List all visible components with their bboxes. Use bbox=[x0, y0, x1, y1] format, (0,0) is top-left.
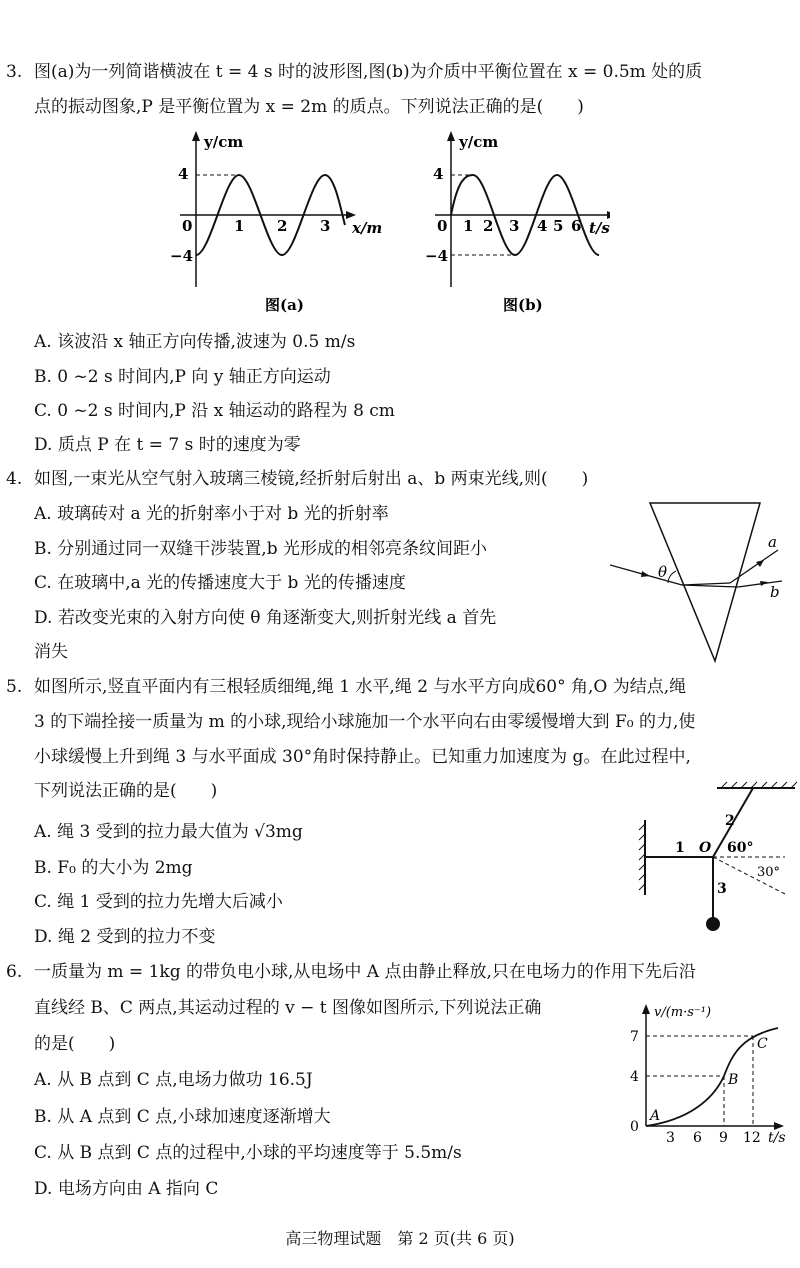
q5-stem-line1: 如图所示,竖直平面内有三根轻质细绳,绳 1 水平,绳 2 与水平方向成60° 角,O 为结点,绳 bbox=[34, 677, 687, 697]
q5-number: 5. bbox=[6, 677, 23, 697]
q6-vt-graph bbox=[618, 1000, 798, 1150]
fig-a-xlabel: x/m bbox=[352, 219, 383, 237]
q6-tick-x-12: 12 bbox=[743, 1130, 761, 1146]
q5-option-a: A. 绳 3 受到的拉力最大值为 √3mg bbox=[34, 822, 303, 842]
q6-xlabel: t/s bbox=[768, 1130, 786, 1146]
q6-option-a: A. 从 B 点到 C 点,电场力做功 16.5J bbox=[34, 1070, 313, 1090]
q5-option-c: C. 绳 1 受到的拉力先增大后减小 bbox=[34, 892, 283, 912]
fig-b-tick-x-5: 5 bbox=[553, 217, 564, 235]
q3-option-b: B. 0 ~2 s 时间内,P 向 y 轴正方向运动 bbox=[34, 367, 331, 387]
q3-stem-line1: 图(a)为一列简谐横波在 t = 4 s 时的波形图,图(b)为介质中平衡位置在 x = 0.5m 处的质 bbox=[34, 62, 703, 82]
q6-tick-x-9: 9 bbox=[719, 1130, 728, 1146]
q6-tick-y-4: 4 bbox=[630, 1069, 639, 1085]
q4-theta-label: θ bbox=[658, 563, 668, 581]
q5-stem-line3: 小球缓慢上升到绳 3 与水平面成 30°角时保持静止。已知重力加速度为 g。在此过程中, bbox=[34, 747, 691, 767]
q4-option-d-cont: 消失 bbox=[34, 642, 68, 662]
q6-stem-line1: 一质量为 m = 1kg 的带负电小球,从电场中 A 点由静止释放,只在电场力的作用下先后沿 bbox=[34, 962, 696, 982]
q6-stem-line3: 的是( ) bbox=[34, 1034, 116, 1054]
q5-angle30-label: 30° bbox=[757, 865, 781, 880]
fig-b-tick-x-6: 6 bbox=[571, 217, 582, 235]
q3-figure-b bbox=[425, 131, 610, 314]
q4-a-label: a bbox=[768, 533, 777, 551]
fig-a-tick-x-2: 2 bbox=[277, 217, 288, 235]
q5-option-d: D. 绳 2 受到的拉力不变 bbox=[34, 927, 216, 947]
q4-option-a: A. 玻璃砖对 a 光的折射率小于对 b 光的折射率 bbox=[34, 504, 389, 524]
page-footer: 高三物理试题 第 2 页(共 6 页) bbox=[285, 1229, 515, 1248]
q4-option-c: C. 在玻璃中,a 光的传播速度大于 b 光的传播速度 bbox=[34, 573, 406, 593]
q3-number: 3. bbox=[6, 62, 23, 82]
fig-a-tick-x-3: 3 bbox=[320, 217, 331, 235]
q5-node-label: O bbox=[699, 840, 712, 856]
q6-point-C: C bbox=[757, 1036, 768, 1052]
q3-figures bbox=[170, 125, 610, 320]
fig-b-tick-x-4: 4 bbox=[537, 217, 548, 235]
fig-a-caption: 图(a) bbox=[265, 296, 304, 314]
q5-angle60-label: 60° bbox=[727, 840, 754, 856]
fig-a-tick-x-1: 1 bbox=[234, 217, 245, 235]
fig-a-tick-x-0: 0 bbox=[182, 217, 193, 235]
q5-option-b: B. F₀ 的大小为 2mg bbox=[34, 858, 193, 878]
q5-rope3-label: 3 bbox=[717, 881, 727, 897]
fig-a-ylabel: y/cm bbox=[204, 133, 244, 151]
fig-b-tick-y-neg4: −4 bbox=[425, 247, 449, 265]
q6-point-A: A bbox=[650, 1108, 661, 1124]
fig-b-tick-x-3: 3 bbox=[509, 217, 520, 235]
q6-option-c: C. 从 B 点到 C 点的过程中,小球的平均速度等于 5.5m/s bbox=[34, 1143, 462, 1163]
q6-option-d: D. 电场方向由 A 指向 C bbox=[34, 1179, 219, 1199]
q5-stem-line2: 3 的下端拴接一质量为 m 的小球,现给小球施加一个水平向右由零缓慢增大到 F₀ 的力,使 bbox=[34, 712, 696, 732]
fig-a-tick-y-4: 4 bbox=[178, 165, 189, 183]
q4-option-b: B. 分别通过同一双缝干涉装置,b 光形成的相邻亮条纹间距小 bbox=[34, 539, 487, 559]
fig-b-tick-x-1: 1 bbox=[463, 217, 474, 235]
q6-ylabel: v/(m·s⁻¹) bbox=[654, 1005, 712, 1020]
q3-option-d: D. 质点 P 在 t = 7 s 时的速度为零 bbox=[34, 435, 301, 455]
q5-rope-figure bbox=[625, 780, 800, 940]
q3-figure-a bbox=[170, 131, 382, 314]
fig-b-caption: 图(b) bbox=[503, 296, 543, 314]
q4-stem: 如图,一束光从空气射入玻璃三棱镜,经折射后射出 a、b 两束光线,则( ) bbox=[34, 469, 589, 489]
q4-b-label: b bbox=[770, 583, 780, 601]
q6-tick-y-0: 0 bbox=[630, 1119, 639, 1135]
q5-stem-line4: 下列说法正确的是( ) bbox=[34, 781, 218, 801]
q6-tick-x-3: 3 bbox=[666, 1130, 675, 1146]
q3-stem-line2: 点的振动图象,P 是平衡位置为 x = 2m 的质点。下列说法正确的是( ) bbox=[34, 97, 584, 117]
fig-b-ylabel: y/cm bbox=[459, 133, 499, 151]
q6-tick-x-6: 6 bbox=[693, 1130, 702, 1146]
q6-tick-y-7: 7 bbox=[630, 1029, 639, 1045]
q6-option-b: B. 从 A 点到 C 点,小球加速度逐渐增大 bbox=[34, 1107, 331, 1127]
fig-b-tick-y-4: 4 bbox=[433, 165, 444, 183]
fig-b-tick-x-0: 0 bbox=[437, 217, 448, 235]
q3-option-c: C. 0 ~2 s 时间内,P 沿 x 轴运动的路程为 8 cm bbox=[34, 401, 395, 421]
q3-option-a: A. 该波沿 x 轴正方向传播,波速为 0.5 m/s bbox=[34, 332, 356, 352]
q5-rope2-label: 2 bbox=[725, 813, 735, 829]
fig-b-xlabel: t/s bbox=[589, 219, 610, 237]
q6-point-B: B bbox=[728, 1072, 739, 1088]
fig-a-tick-y-neg4: −4 bbox=[170, 247, 194, 265]
q4-option-d: D. 若改变光束的入射方向使 θ 角逐渐变大,则折射光线 a 首先 bbox=[34, 608, 497, 628]
q6-stem-line2: 直线经 B、C 两点,其运动过程的 v − t 图像如图所示,下列说法正确 bbox=[34, 998, 542, 1018]
q4-prism-figure bbox=[610, 495, 790, 670]
q5-rope1-label: 1 bbox=[675, 840, 685, 856]
fig-b-tick-x-2: 2 bbox=[483, 217, 494, 235]
q6-number: 6. bbox=[6, 962, 23, 982]
q4-number: 4. bbox=[6, 469, 23, 489]
